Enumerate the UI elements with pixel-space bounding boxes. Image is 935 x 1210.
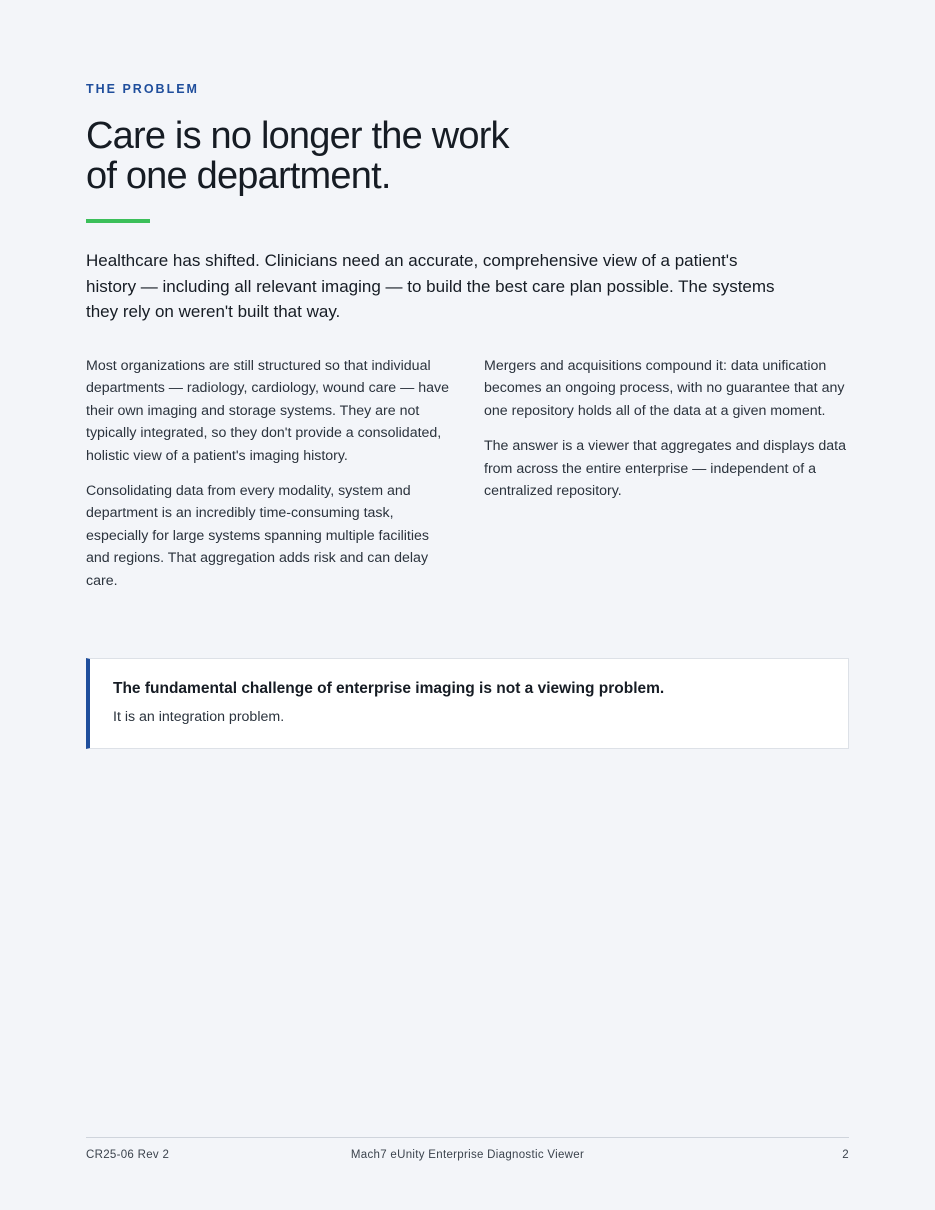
- page-title-line-1: Care is no longer the work: [86, 115, 509, 157]
- accent-divider: [86, 219, 150, 223]
- left-column: [86, 355, 450, 605]
- footer-product-name: Mach7 eUnity Enterprise Diagnostic Viewer: [350, 1149, 585, 1161]
- lead-paragraph: Healthcare has shifted. Clinicians need an accurate, comprehensive view of a patient's history — including all relevant imaging — to build the best care plan possible. The systems they rely on weren't built that way.: [86, 251, 775, 321]
- body-paragraph: Most organizations are still structured so that individual departments — radiology, cardiology, wound care — have their own imaging and storage systems. They are not typically integrated, so they don't provide a consolidated, holistic view of a patient's imaging history.: [86, 358, 450, 464]
- body-columns: [86, 355, 849, 605]
- footer-doc-id: CR25-06 Rev 2: [86, 1149, 170, 1161]
- callout-subtitle: It is an integration problem.: [113, 709, 285, 725]
- document-page: [86, 0, 849, 1210]
- callout-box: [86, 658, 849, 749]
- body-paragraph: The answer is a viewer that aggregates and displays data from across the entire enterprise — independent of a centralized repository.: [484, 438, 846, 500]
- page-title: [86, 116, 606, 196]
- section-eyebrow: THE PROBLEM: [86, 82, 199, 96]
- right-column: [484, 355, 849, 605]
- page-title-line-2: of one department.: [86, 155, 391, 197]
- callout-title: The fundamental challenge of enterprise imaging is not a viewing problem.: [113, 680, 665, 697]
- body-paragraph: Mergers and acquisitions compound it: data unification becomes an ongoing process, with no guarantee that any one repository holds all of the data at a given moment.: [484, 358, 845, 419]
- footer-divider: [86, 1137, 849, 1138]
- body-paragraph: Consolidating data from every modality, system and department is an incredibly time-consuming task, especially for large systems spanning multiple facilities and regions. That aggregation adds risk and can delay care.: [86, 483, 430, 589]
- footer-page-number: 2: [842, 1149, 849, 1161]
